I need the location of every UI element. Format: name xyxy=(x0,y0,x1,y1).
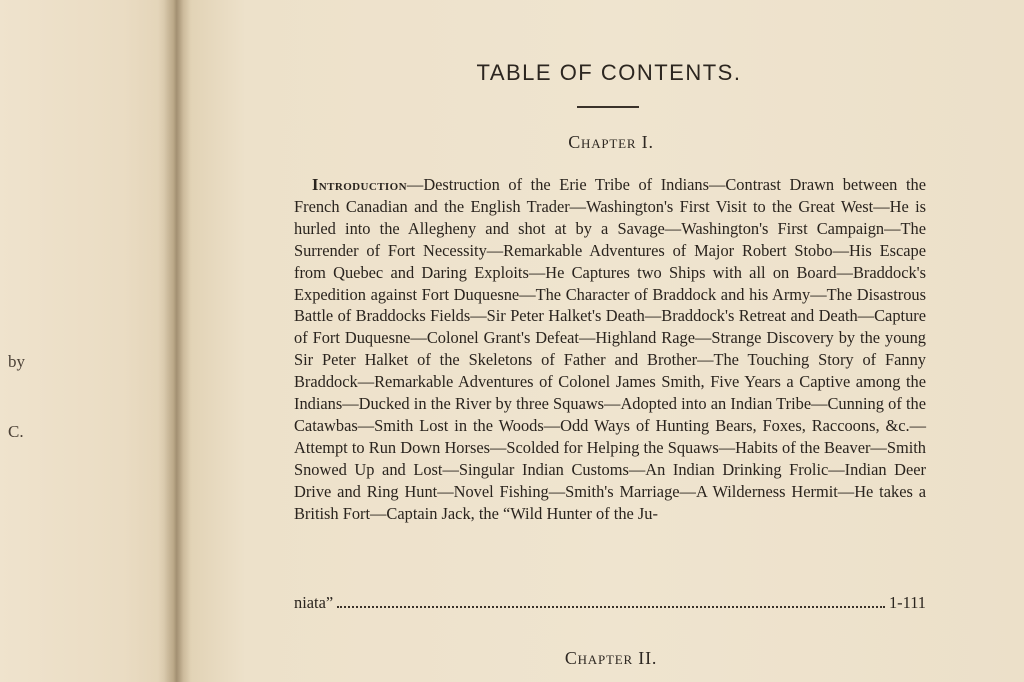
left-page-fragment-by: by xyxy=(8,352,25,371)
chapter-1-entry-text: —Destruction of the Erie Tribe of Indians—Contrast Drawn between the French Canadian and the English Trader—Washington's First Visit to the Great West—He is hurled into the Allegheny and shot at by a Savage—Washington's First Campaign—The Surrender of Fort Necessity—Remarkable Adventures of Major Robert Stobo—His Escape from Quebec and Daring Exploits—He Captures two Ships with all on Board—Braddock's Expedition against Fort Duquesne—The Character of Braddock and his Army—The Disastrous Battle of Braddocks Fields—Sir Peter Halket's Death—Braddock's Retreat and Death—Capture of Fort Duquesne—Colonel Grant's Defeat—Highland Rage—Strange Discovery by the young Sir Peter Halket of the Skeletons of Father and Brother—The Touching Story of Fanny Braddock—Remarkable Adventures of Colonel James Smith, Five Years a Captive among the Indians—Ducked in the River by three Squaws—Adopted into an Indian Tribe—Cunning of the Catawbas—Smith Lost in the Woods—Odd Ways of Hunting Bears, Foxes, Raccoons, &c.—Attempt to Run Down Horses—Scolded for Helping the Squaws—Habits of the Beaver—Smith Snowed Up and Lost—Singular Indian Customs—An Indian Drinking Frolic—Indian Deer Drive and Ring Hunt—Novel Fishing—Smith's Marriage—A Wilderness Hermit—He takes a British Fort—Captain Jack, the “Wild Hunter of the Ju- xyxy=(294,175,926,523)
chapter-1-leader-line xyxy=(294,592,926,614)
chapter-2-heading: Chapter II. xyxy=(564,648,658,668)
chapter-1-page-range: 1-111 xyxy=(888,593,926,612)
chapter-1-intro-label: Introduction xyxy=(312,175,407,194)
chapter-1-entry xyxy=(294,174,926,525)
page-title: TABLE OF CONTENTS. xyxy=(476,60,742,85)
left-page-fragment-c: C. xyxy=(8,422,24,441)
chapter-1-heading: Chapter I. xyxy=(568,132,654,152)
dot-leader xyxy=(337,592,885,608)
title-divider xyxy=(577,106,639,108)
right-page xyxy=(196,0,1024,682)
book-gutter xyxy=(158,0,192,682)
left-page xyxy=(0,0,172,682)
chapter-1-last-line-start: niata” xyxy=(294,593,334,612)
